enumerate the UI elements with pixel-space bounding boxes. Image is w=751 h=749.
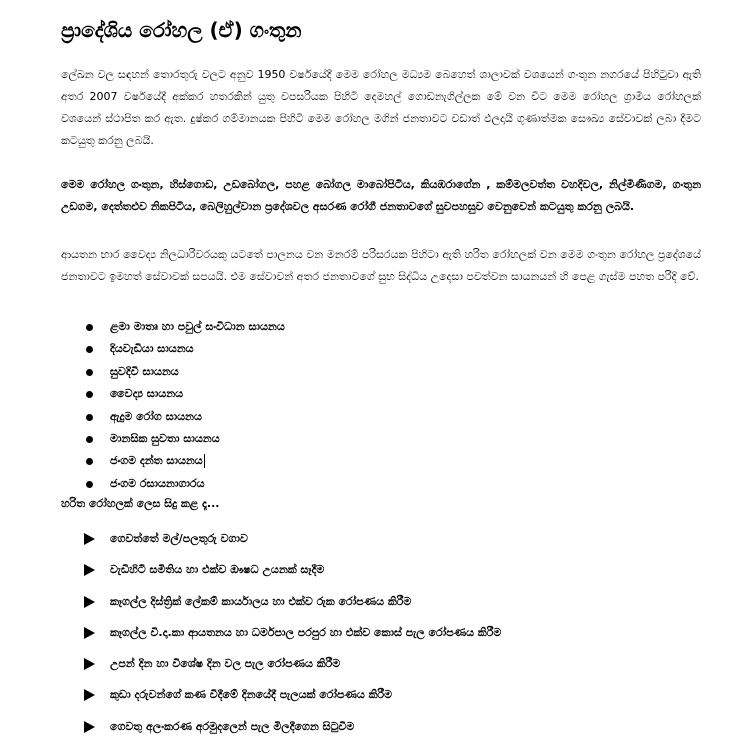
list-item [84,653,501,684]
clinics-intro-paragraph: ආයතන භාර වෛද්‍ය නිලධාරිවරයකු යටතේ පාලනය වන මනරම් පරිසරයක පිහිටා ඇති හරිත රෝහලක් වන මෙම ගංතුන රෝහල ප්‍රදේශයේ ජනතාවට ඉමහත් සේවාවක් සපයයි. එම සේවාවන් අතර ජනතාවගේ සුභ සිද්ධිය උදෙසා පවත්වන සායනයන් හි පෙළ ගැස්ම පහත පරිදි වේ. [61,248,701,283]
bullet-icon [86,414,93,421]
clinic-label: ජංගම රසායනාගාරය [110,476,205,490]
list-item [80,428,285,450]
text-cursor [204,454,205,468]
list-item [80,316,285,338]
action-label: වැඩිහිටි සමිතිය හා එක්ව ඖෂධ උයනක් සෑදීම [110,563,325,577]
bullet-icon [86,369,93,376]
clinic-label: ජංගම දන්ත සායනය [110,454,203,468]
action-label: කුඩා දරුවන්ගේ කණ විදීමේ දිනයේදී පැලයක් රෝපණය කිරීම [110,688,393,702]
action-label: කෑගල්ල වි.දා.කා ආයතනය හා ධර්මපාල පරපුර හා එක්ව කොස් පැල රෝපණය කිරීම [110,625,502,639]
list-item [80,450,285,472]
arrow-bullet-icon [84,689,95,701]
green-hospital-heading: හරිත රෝහලක් ලෙස සිදු කළ දෑ... [61,497,220,510]
list-item [84,559,501,590]
arrow-bullet-icon [84,564,95,576]
bullet-icon [86,391,93,398]
arrow-bullet-icon [84,596,95,608]
clinic-label: ළමා මාතෘ හා පවුල් සංවිධාන සායනය [110,320,285,333]
page-title: ප්‍රාදේශිය රෝහල (ඒ) ගංතුන [61,18,302,42]
action-label: ගෙවත්තේ මල්/පලතුරු වගාව [110,532,248,545]
list-item [84,528,501,559]
arrow-bullet-icon [84,533,95,545]
list-item [80,406,285,428]
list-item [80,383,285,405]
clinic-label: ඇදුම රෝග සායනය [110,409,202,423]
bullet-icon [86,481,93,488]
clinic-label: දියවැඩියා සායනය [110,342,194,356]
bullet-icon [86,346,93,353]
bullet-icon [86,324,93,331]
action-label: උපන් දින හා විශේෂ දින වල පැල රෝපණය කිරීම [110,657,341,671]
list-item [84,716,501,747]
arrow-bullet-icon [84,721,95,733]
arrow-bullet-icon [84,627,95,639]
bullet-icon [86,436,93,443]
clinic-list [80,316,285,495]
bullet-icon [86,458,93,465]
service-area-paragraph: මෙම රෝහල ගංතුන, හිස්ගොඩ, උඩබෝගල, පහළ බෝගල මාබෝපිටිය, කියඹරාගේන , කම්මලවත්ත වහදිවල, නිල්මිණිගම, ගංතුන උඩගම, දෙත්තළුව නිකපිටිය, බෙලිහුල්වාන ප්‍රදේශවල අසරණ රෝගී ජනතාවගේ සුවපහසුව වෙනුවෙන් කටයුතු කරනු ලබයි. [61,178,701,213]
action-label: ගෙවතු අලංකරණ අරමුදලෙන් පැල මිලදීගෙන සිටුවීම [110,719,355,733]
green-actions-list [84,528,501,747]
list-item [80,338,285,360]
clinic-label: මානසික සුවතා සායනය [110,431,220,445]
action-label: කෑගල්ල දිස්ත්‍රික් ලේකම් කාර්යාලය හා එක්ව රුක රෝපණය කිරීම [110,594,412,608]
list-item [84,591,501,622]
clinic-label: සුවදිවි සායනය [110,364,179,378]
list-item [84,622,501,653]
clinic-label: වෛද්‍ය සායනය [110,387,184,401]
list-item [84,684,501,715]
list-item [80,473,285,495]
history-paragraph: ලේඛන වල සඳහන් තොරතුරු වලට අනුව 1950 වර්ෂයේදී මෙම රෝහල මධ්‍යම බෙහෙත් ශාලාවක් වශයෙන් ගංතුන නගරයේ පිහිටුවා ඇති අතර 2007 වර්ෂයේදී අක්කර හතරකින් යුතු වපසරියක පිහිටි දෙමහල් ගොඩනැගිල්ලක මේ වන විට මෙම රෝහල ග්‍රාමීය රෝහලක් වශයෙන් ස්ථාපිත කර ඇත. දුෂ්කර ගම්මානයක පිහිටි මෙම රෝහල මගින් ජනතාවට වඩාත් ඵලදායි ගුණාත්මක සෞඛ්‍ය සේවාවක් ලබා දීමට කටයුතු කරනු ලබයි. [61,68,701,147]
list-item [80,361,285,383]
arrow-bullet-icon [84,658,95,670]
